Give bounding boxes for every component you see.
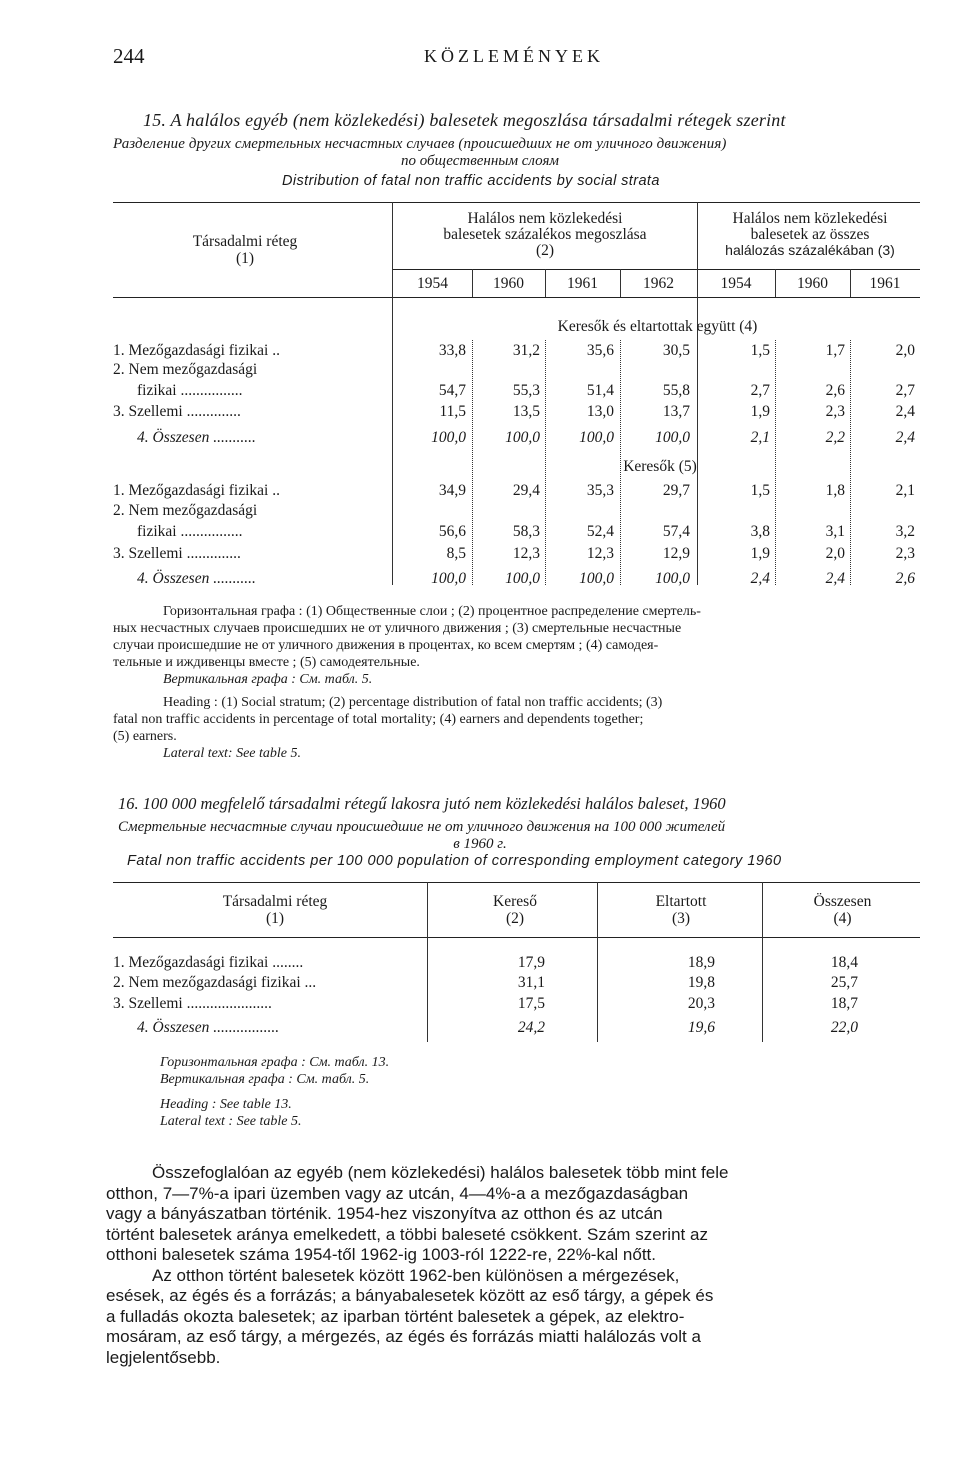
t16-note-line: Вертикальная графа : См. табл. 5. bbox=[160, 1072, 370, 1087]
t15-year: 1954 bbox=[720, 275, 752, 292]
t15-cell: 35,3 bbox=[586, 482, 614, 499]
t16-header-rule bbox=[113, 937, 920, 938]
t16-h3: Eltartott bbox=[655, 893, 707, 910]
t15-divider-main bbox=[392, 202, 393, 585]
body-line: vagy a bányászatban történik. 1954-hez viszonyítva az otthon és az utcán bbox=[106, 1204, 663, 1223]
t16-title-ru-1: Смертельные несчастные случаи происшедшие не от уличного движения на 100 000 жителей bbox=[118, 819, 726, 835]
t16-top-rule bbox=[113, 882, 920, 883]
t15-cell: 3,8 bbox=[750, 523, 770, 540]
t15-s1-label: 2. Nem mezőgazdasági bbox=[113, 361, 258, 378]
t16-div-3 bbox=[762, 882, 763, 1042]
t15-header-bottom-rule bbox=[113, 297, 920, 298]
t15-year: 1960 bbox=[797, 275, 828, 292]
t15-title-ru-2: по общественным слоям bbox=[400, 153, 559, 169]
t15-cell: 54,7 bbox=[438, 382, 466, 399]
t15-note-ru-line: ных несчастных случаев происшедших не от уличного движения ; (3) смертельные несчастные bbox=[113, 621, 682, 636]
t15-cell: 34,9 bbox=[438, 482, 466, 499]
t15-s1-label: fizikai ................ bbox=[137, 382, 243, 399]
t15-cell: 2,4 bbox=[750, 570, 770, 587]
t15-divider-groups bbox=[697, 202, 698, 585]
t16-cell: 24,2 bbox=[517, 1019, 545, 1036]
page-number: 244 bbox=[113, 44, 145, 68]
t15-cell: 2,4 bbox=[895, 429, 915, 446]
body-line: a fulladás okozta balesetek; az iparban történt balesetek a gépek, az elektro- bbox=[106, 1306, 685, 1326]
t16-h4: Összesen bbox=[813, 893, 872, 910]
t15-title-en: Distribution of fatal non traffic accidents by social strata bbox=[282, 173, 660, 189]
t15-cell: 100,0 bbox=[505, 570, 540, 587]
t15-s1-label: 1. Mezőgazdasági fizikai .. bbox=[113, 342, 280, 359]
t15-note-en-line: Heading : (1) Social stratum; (2) percentage distribution of fatal non traffic accidents; (3) bbox=[163, 695, 663, 710]
t15-cell: 2,4 bbox=[825, 570, 845, 587]
t16-h3-num: (3) bbox=[671, 910, 691, 927]
t15-cell: 52,4 bbox=[586, 523, 614, 540]
t15-cell: 57,4 bbox=[662, 523, 690, 540]
t15-cell: 1,9 bbox=[750, 403, 770, 420]
t16-label: 3. Szellemi ...................... bbox=[113, 995, 272, 1012]
body-line: mosáram, az eső tárgy, a mérgezés, az égés és forrázás miatti halálozás volt a bbox=[106, 1327, 701, 1346]
t15-cell: 1,9 bbox=[750, 545, 770, 562]
t15-h-mort-1: Halálos nem közlekedési bbox=[732, 210, 888, 227]
t15-cell: 3,1 bbox=[825, 523, 845, 540]
t15-cell: 29,7 bbox=[662, 482, 690, 499]
t15-cell: 100,0 bbox=[579, 429, 614, 446]
t15-cell: 13,0 bbox=[586, 403, 614, 420]
t15-cell: 30,5 bbox=[662, 342, 690, 359]
t15-cell: 2,4 bbox=[895, 403, 915, 420]
t15-s2-label: 1. Mezőgazdasági fizikai .. bbox=[113, 482, 280, 499]
t15-cell: 100,0 bbox=[579, 570, 614, 587]
t15-cell: 1,5 bbox=[750, 342, 770, 359]
t15-year: 1962 bbox=[643, 275, 674, 292]
t15-cell: 2,0 bbox=[825, 545, 845, 562]
t15-cell: 12,3 bbox=[586, 545, 614, 562]
t15-cell: 33,8 bbox=[438, 342, 466, 359]
t15-cell: 12,9 bbox=[662, 545, 690, 562]
t16-cell: 20,3 bbox=[687, 995, 715, 1012]
t15-cell: 55,3 bbox=[512, 382, 540, 399]
t16-title-ru-2: в 1960 г. bbox=[453, 836, 507, 852]
t15-note-en-line: fatal non traffic accidents in percentage of total mortality; (4) earners and dependents together; bbox=[113, 712, 644, 727]
t15-cell: 100,0 bbox=[505, 429, 540, 446]
t15-cell: 51,4 bbox=[586, 382, 614, 399]
running-header: KÖZLEMÉNYEK bbox=[424, 46, 604, 66]
t16-cell: 25,7 bbox=[830, 974, 858, 991]
t15-cell: 2,7 bbox=[750, 382, 770, 399]
t16-cell: 31,1 bbox=[517, 974, 545, 991]
t15-cell: 55,8 bbox=[662, 382, 690, 399]
body-line: történt balesetek aránya emelkedett, a többi baleseté csökkent. Szám szerint az bbox=[106, 1224, 708, 1244]
t15-cell: 1,7 bbox=[825, 342, 845, 359]
body-line: legjelentősebb. bbox=[106, 1347, 221, 1367]
t16-note-line: Горизонтальная графа : См. табл. 13. bbox=[160, 1055, 390, 1070]
t15-cell: 2,2 bbox=[825, 429, 845, 446]
t16-note-line: Lateral text : See table 5. bbox=[160, 1114, 302, 1129]
t15-note-ru-line: случаи происшедшие не от уличного движения в процентах, ко всем смертям ; (4) самодея- bbox=[113, 638, 659, 653]
t16-cell: 22,0 bbox=[830, 1019, 858, 1036]
body-line: Összefoglalóan az egyéb (nem közlekedési) halálos balesetek több mint fele bbox=[152, 1163, 729, 1182]
t15-note-ru-line: тельные и иждивенцы вместе ; (5) самодеятельные. bbox=[113, 655, 420, 670]
t16-title-hu: 16. 100 000 megfelelő társadalmi rétegű lakosra jutó nem közlekedési halálos baleset, 1960 bbox=[118, 794, 726, 813]
t15-year: 1960 bbox=[493, 275, 524, 292]
body-line: otthoni balesetek száma 1954-től 1962-ig 1003-ról 1222-re, 22%-kal nőtt. bbox=[106, 1245, 657, 1264]
t15-cell: 100,0 bbox=[431, 570, 466, 587]
body-text bbox=[106, 1163, 914, 1368]
t15-cell: 3,2 bbox=[895, 523, 915, 540]
t15-cell: 35,6 bbox=[586, 342, 614, 359]
t15-cell: 100,0 bbox=[431, 429, 466, 446]
t15-h-mort-3: halálozás százalékában (3) bbox=[725, 242, 895, 258]
t15-note-ru-line: Горизонтальная графа : (1) Общественные слои ; (2) процентное распределение смертель- bbox=[163, 604, 701, 619]
t15-cell: 2,3 bbox=[895, 545, 915, 562]
t15-year: 1954 bbox=[417, 275, 448, 292]
t16-h4-num: (4) bbox=[833, 910, 852, 927]
t16-h2-num: (2) bbox=[505, 910, 525, 927]
t15-title-hu: 15. A halálos egyéb (nem közlekedési) balesetek megoszlása társadalmi rétegek szerint bbox=[143, 110, 786, 130]
t15-s1-label: 3. Szellemi .............. bbox=[113, 403, 241, 420]
t15-cell: 2,1 bbox=[895, 482, 915, 499]
body-line: Az otthon történt balesetek között 1962-ben különösen a mérgezések, bbox=[152, 1265, 680, 1285]
t15-h-pct-3: (2) bbox=[535, 242, 555, 259]
t16-h1: Társadalmi réteg bbox=[222, 893, 328, 910]
t16-cell: 18,4 bbox=[830, 954, 858, 971]
t15-note-ru-line: Вертикальная графа : См. табл. 5. bbox=[163, 672, 373, 687]
t15-cell: 11,5 bbox=[439, 403, 466, 420]
t15-s1-label: 4. Összesen ........... bbox=[137, 429, 256, 446]
t15-s2-label: 4. Összesen ........... bbox=[137, 570, 256, 587]
t15-cell: 8,5 bbox=[446, 545, 466, 562]
t15-cell: 2,1 bbox=[750, 429, 770, 446]
t15-cell: 2,6 bbox=[895, 570, 915, 587]
t16-h2: Kereső bbox=[493, 893, 537, 910]
t15-cell: 1,5 bbox=[750, 482, 770, 499]
t15-cell: 12,3 bbox=[512, 545, 540, 562]
t15-cell: 13,7 bbox=[662, 403, 690, 420]
t15-cell: 100,0 bbox=[655, 570, 690, 587]
t15-cell: 100,0 bbox=[655, 429, 690, 446]
t15-cell: 2,6 bbox=[825, 382, 845, 399]
t16-notes bbox=[160, 1054, 389, 1130]
t15-h-pct-2: balesetek százalékos megoszlása bbox=[443, 226, 647, 243]
t15-h-stratum-num: (1) bbox=[235, 250, 255, 267]
t15-h-mort-2: balesetek az összes bbox=[750, 226, 870, 243]
t16-cell: 18,9 bbox=[687, 954, 715, 971]
t15-cell: 13,5 bbox=[512, 403, 540, 420]
t16-cell: 18,7 bbox=[830, 995, 858, 1012]
body-line: otthon, 7—7%-a ipari üzemben vagy az utcán, 4—4%-a a mezőgazdaságban bbox=[106, 1183, 689, 1203]
t15-cell: 2,3 bbox=[825, 403, 845, 420]
t15-cell: 31,2 bbox=[512, 342, 540, 359]
t16-cell: 19,8 bbox=[687, 974, 715, 991]
t15-title-ru-1: Разделение других смертельных несчастных случаев (происшедших не от уличного движения) bbox=[113, 136, 727, 152]
t16-cell: 19,6 bbox=[687, 1019, 715, 1036]
t15-year: 1961 bbox=[567, 275, 598, 292]
body-line: esések, az égés és a forrázás; a bányabalesetek között az eső tárgy, a gépek és bbox=[106, 1286, 714, 1305]
t15-cell: 29,4 bbox=[512, 482, 540, 499]
t15-s2-label: 3. Szellemi .............. bbox=[113, 545, 241, 562]
t16-title-en: Fatal non traffic accidents per 100 000 population of corresponding employment category 1960 bbox=[127, 853, 782, 869]
t16-cell: 17,5 bbox=[517, 995, 545, 1012]
t16-note-line: Heading : See table 13. bbox=[160, 1097, 292, 1112]
t16-label: 2. Nem mezőgazdasági fizikai ... bbox=[113, 974, 317, 991]
t15-year: 1961 bbox=[869, 275, 901, 292]
t16-label: 4. Összesen ................. bbox=[137, 1019, 280, 1036]
t15-s2-label: 2. Nem mezőgazdasági bbox=[113, 502, 258, 519]
t15-h-stratum: Társadalmi réteg bbox=[192, 233, 298, 250]
t15-top-rule bbox=[113, 202, 920, 203]
t15-cell: 58,3 bbox=[512, 523, 540, 540]
t15-cell: 56,6 bbox=[438, 523, 466, 540]
t16-cell: 17,9 bbox=[517, 954, 545, 971]
t15-notes-ru bbox=[113, 603, 920, 762]
t15-note-en-line: Lateral text: See table 5. bbox=[163, 746, 302, 761]
t15-section-2-title: Keresők (5) bbox=[623, 458, 697, 475]
t15-cell: 1,8 bbox=[825, 482, 845, 499]
t16-div-1 bbox=[427, 882, 428, 1042]
t15-s2-label: fizikai ................ bbox=[137, 523, 243, 540]
t16-h1-num: (1) bbox=[265, 910, 285, 927]
t15-h-pct-1: Halálos nem közlekedési bbox=[467, 210, 623, 227]
t15-cell: 2,7 bbox=[895, 382, 915, 399]
t15-note-en-line: (5) earners. bbox=[113, 729, 177, 744]
t15-section-1-title: Keresők és eltartottak együtt (4) bbox=[557, 318, 758, 335]
t16-label: 1. Mezőgazdasági fizikai ........ bbox=[113, 954, 304, 971]
t15-cell: 2,0 bbox=[895, 342, 915, 359]
